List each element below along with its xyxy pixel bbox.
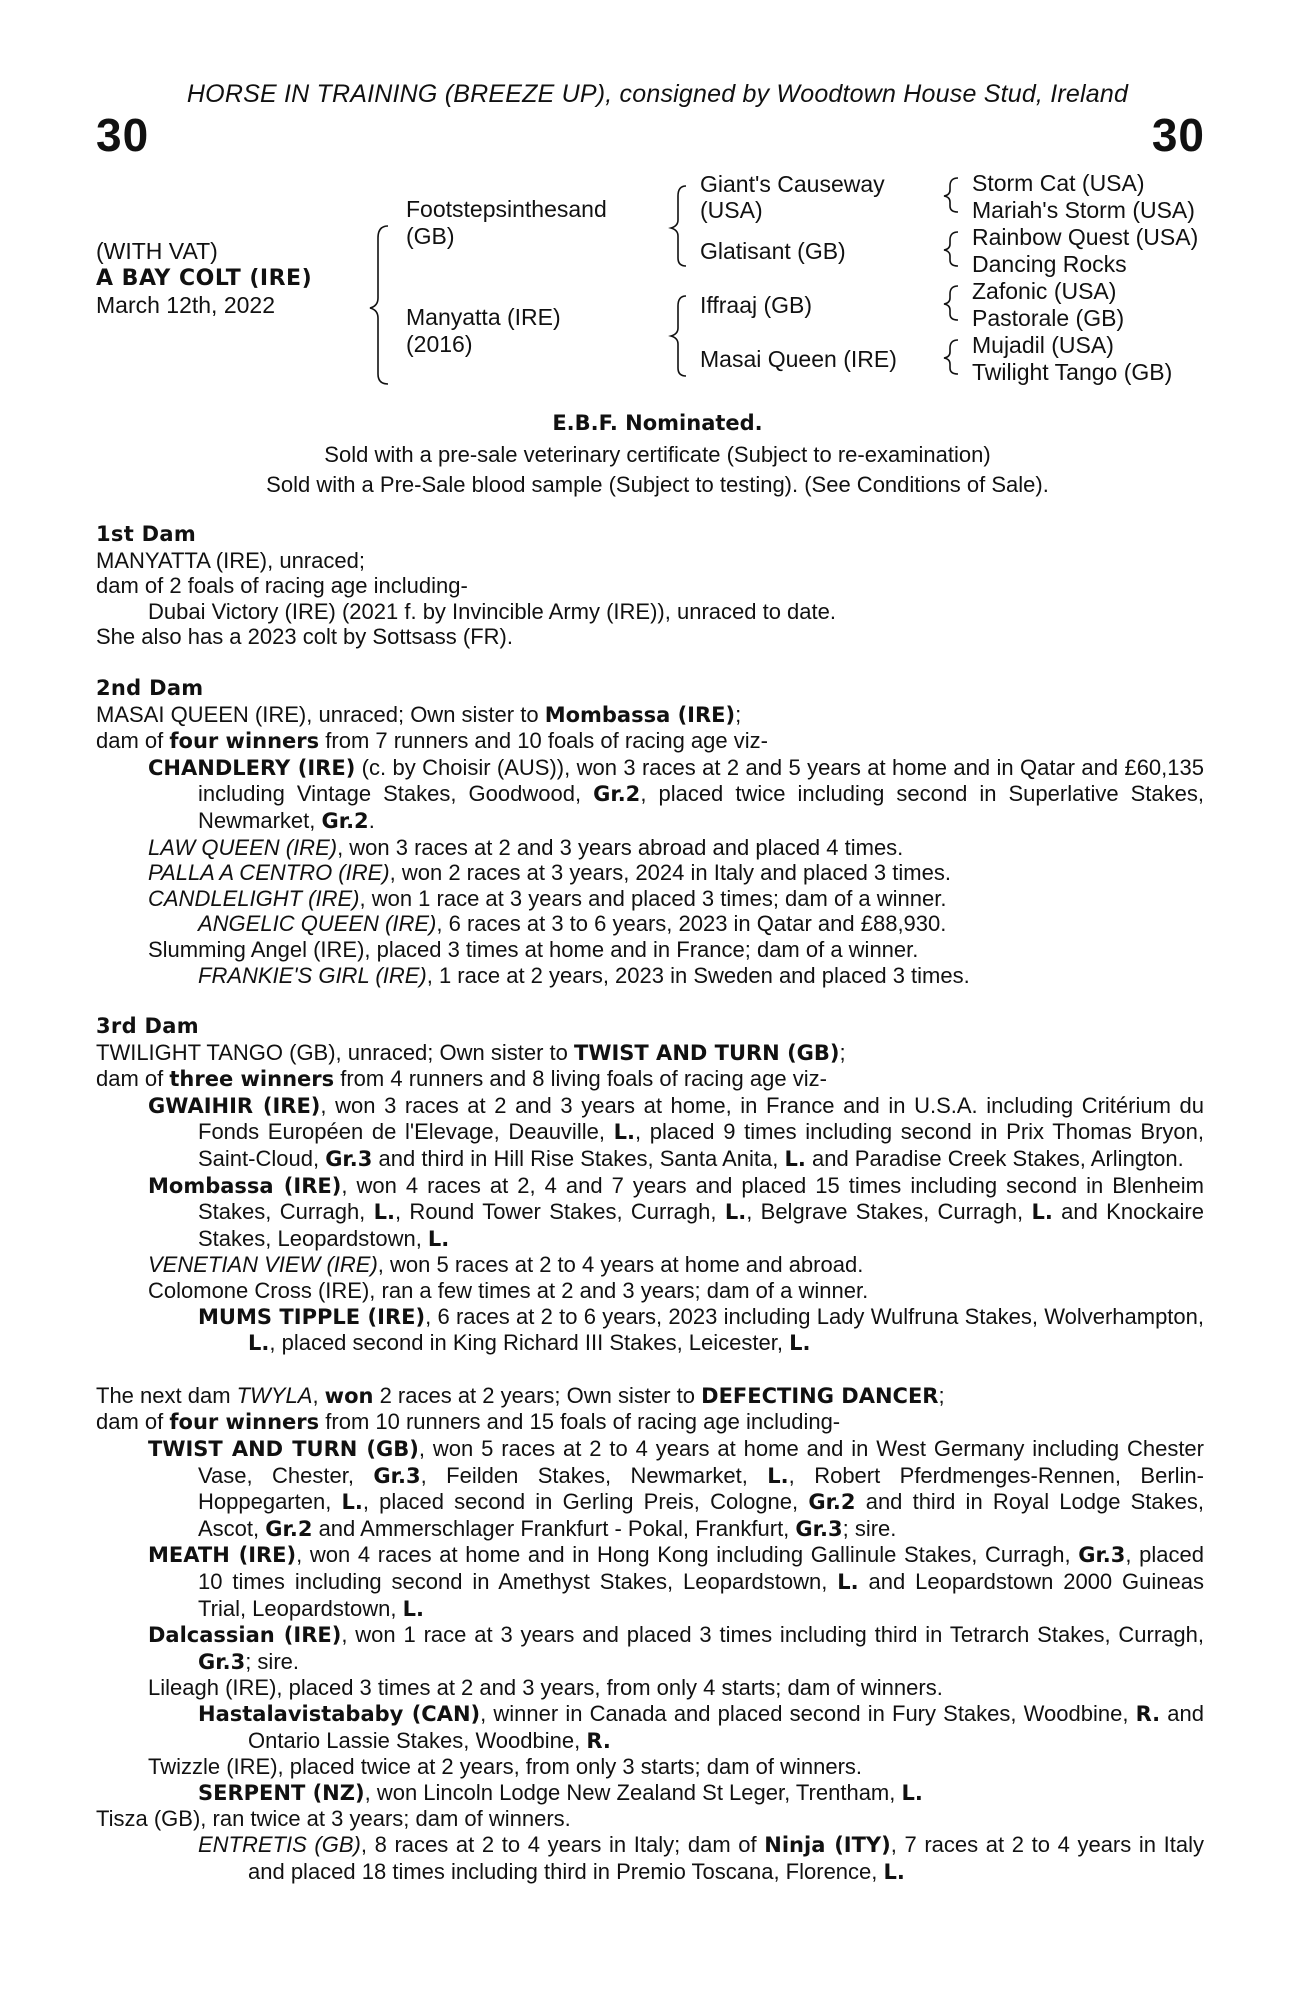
pedigree-table	[0, 168, 1315, 388]
list-item: VENETIAN VIEW (IRE), won 5 races at 2 to 4 years at home and abroad.	[148, 1252, 864, 1278]
horse-name: A BAY COLT (IRE)	[96, 266, 313, 291]
list-item: ANGELIC QUEEN (IRE), 6 races at 3 to 6 years, 2023 in Qatar and £88,930.	[198, 911, 947, 937]
gen3-5: Zafonic (USA)	[972, 278, 1117, 304]
list-item: ENTRETIS (GB), 8 races at 2 to 4 years in Italy; dam of Ninja (ITY), 7 races at 2 to 4 years in Italy and placed 18 times including third in Premio Toscana, Florence, L.	[198, 1831, 1204, 1884]
first-dam-line: She also has a 2023 colt by Sottsass (FR).	[96, 624, 513, 650]
list-item: TWIST AND TURN (GB), won 5 races at 2 to 4 years at home and in West Germany including Chester Vase, Chester, Gr.3, Feilden Stakes, Newmarket, L., Robert Pferdmenges-Rennen, Berlin-Hoppegarten, L., placed second in Gerling Preis, Cologne, Gr.2 and third in Royal Lodge Stakes, Ascot, Gr.2 and Ammerschlager Frankfurt - Pokal, Frankfurt, Gr.3; sire.	[148, 1436, 1205, 1541]
second-dam-heading: 2nd Dam	[96, 675, 204, 700]
list-item: CANDLELIGHT (IRE), won 1 race at 3 years and placed 3 times; dam of a winner.	[148, 885, 947, 911]
list-item: MEATH (IRE), won 4 races at home and in Hong Kong including Gallinule Stakes, Curragh, Gr.3, placed 10 times including second in Amethyst Stakes, Leopardstown, L. and Leopardstown 2000 Guineas Trial, Leopardstown, L.	[148, 1542, 1204, 1621]
sire-sire-name: Giant's Causeway	[700, 171, 885, 197]
list-item: Twizzle (IRE), placed twice at 2 years, from only 3 starts; dam of winners.	[148, 1754, 863, 1780]
list-item: Tisza (GB), ran twice at 3 years; dam of winners.	[96, 1806, 571, 1832]
family-text	[96, 522, 1204, 1885]
lot-number-left: 30	[96, 109, 150, 161]
second-dam-intro: MASAI QUEEN (IRE), unraced; Own sister to Mombassa (IRE);	[96, 701, 742, 727]
consignment-line: HORSE IN TRAINING (BREEZE UP), consigned by Woodtown House Stud, Ireland	[186, 80, 1129, 108]
list-item: Mombassa (IRE), won 4 races at 2, 4 and 7 years and placed 15 times including second in Blenheim Stakes, Curragh, L., Round Tower Stakes, Curragh, L., Belgrave Stakes, Curragh, L. and Knockaire Stakes, Leopardstown, L.	[148, 1172, 1204, 1251]
dam-dam: Masai Queen (IRE)	[700, 346, 897, 372]
date-of-birth: March 12th, 2022	[96, 292, 276, 318]
dam-sire: Iffraaj (GB)	[700, 292, 813, 318]
fourth-dam-intro: The next dam TWYLA, won 2 races at 2 years; Own sister to DEFECTING DANCER;	[96, 1382, 945, 1408]
sire-dam: Glatisant (GB)	[700, 238, 846, 264]
second-dam-produce: dam of four winners from 7 runners and 10 foals of racing age viz-	[96, 728, 768, 754]
gen3-7: Mujadil (USA)	[972, 332, 1114, 358]
gen3-4: Dancing Rocks	[972, 251, 1127, 277]
list-item: CHANDLERY (IRE) (c. by Choisir (AUS)), won 3 races at 2 and 5 years at home and in Qatar and £60,135 including Vintage Stakes, Goodwood, Gr.2, placed twice including second in Superlative Stakes, Newmarket, Gr.2.	[148, 754, 1204, 833]
gen3-3: Rainbow Quest (USA)	[972, 224, 1199, 250]
gen3-2: Mariah's Storm (USA)	[972, 197, 1195, 223]
ebf-nominated: E.B.F. Nominated.	[552, 411, 763, 435]
sire-country: (GB)	[406, 223, 455, 249]
lot-number-right: 30	[1151, 109, 1205, 161]
third-dam-heading: 3rd Dam	[96, 1014, 199, 1039]
dam-name: Manyatta (IRE)	[406, 304, 561, 330]
dam-year: (2016)	[406, 331, 473, 357]
list-item: SERPENT (NZ), won Lincoln Lodge New Zealand St Leger, Trentham, L.	[198, 1779, 923, 1805]
list-item: GWAIHIR (IRE), won 3 races at 2 and 3 years at home, in France and in U.S.A. including Critérium du Fonds Européen de l'Elevage, Deauville, L., placed 9 times including second in Prix Thomas Bryon, Saint-Cloud, Gr.3 and third in Hill Rise Stakes, Santa Anita, L. and Paradise Creek Stakes, Arlington.	[148, 1092, 1204, 1172]
gen3-8: Twilight Tango (GB)	[972, 359, 1173, 385]
gen3-1: Storm Cat (USA)	[972, 170, 1145, 196]
third-dam-intro: TWILIGHT TANGO (GB), unraced; Own sister to TWIST AND TURN (GB);	[96, 1039, 846, 1065]
vet-certificate-note: Sold with a pre-sale veterinary certificate (Subject to re-examination)	[324, 442, 991, 467]
third-dam-produce: dam of three winners from 4 runners and 8 living foals of racing age viz-	[96, 1066, 827, 1092]
list-item: Colomone Cross (IRE), ran a few times at 2 and 3 years; dam of a winner.	[148, 1278, 869, 1304]
list-item: Hastalavistababy (CAN), winner in Canada and placed second in Fury Stakes, Woodbine, R. and Ontario Lassie Stakes, Woodbine, R.	[198, 1700, 1204, 1753]
first-dam-line: dam of 2 foals of racing age including-	[96, 573, 468, 599]
sire-name: Footstepsinthesand	[406, 196, 607, 222]
sire-sire-country: (USA)	[700, 197, 763, 223]
list-item: Slumming Angel (IRE), placed 3 times at home and in France; dam of a winner.	[148, 936, 919, 962]
list-item: MUMS TIPPLE (IRE), 6 races at 2 to 6 years, 2023 including Lady Wulfruna Stakes, Wolverhampton, L., placed second in King Richard III Stakes, Leicester, L.	[198, 1303, 1205, 1356]
gen3-6: Pastorale (GB)	[972, 305, 1125, 331]
list-item: Lileagh (IRE), placed 3 times at 2 and 3 years, from only 4 starts; dam of winners.	[148, 1675, 943, 1701]
list-item: Dalcassian (IRE), won 1 race at 3 years and placed 3 times including third in Tetrarch Stakes, Curragh, Gr.3; sire.	[148, 1622, 1205, 1674]
fourth-dam-produce: dam of four winners from 10 runners and 15 foals of racing age including-	[96, 1409, 841, 1435]
list-item: LAW QUEEN (IRE), won 3 races at 2 and 3 years abroad and placed 4 times.	[148, 834, 904, 860]
first-dam-heading: 1st Dam	[96, 522, 197, 546]
list-item: PALLA A CENTRO (IRE), won 2 races at 3 years, 2024 in Italy and placed 3 times.	[148, 860, 951, 886]
first-dam-line: MANYATTA (IRE), unraced;	[96, 547, 365, 573]
list-item: FRANKIE'S GIRL (IRE), 1 race at 2 years, 2023 in Sweden and placed 3 times.	[198, 962, 970, 988]
vat-label: (WITH VAT)	[96, 238, 218, 264]
first-dam-line: Dubai Victory (IRE) (2021 f. by Invincible Army (IRE)), unraced to date.	[148, 598, 836, 624]
blood-sample-note: Sold with a Pre-Sale blood sample (Subject to testing). (See Conditions of Sale).	[266, 472, 1049, 497]
